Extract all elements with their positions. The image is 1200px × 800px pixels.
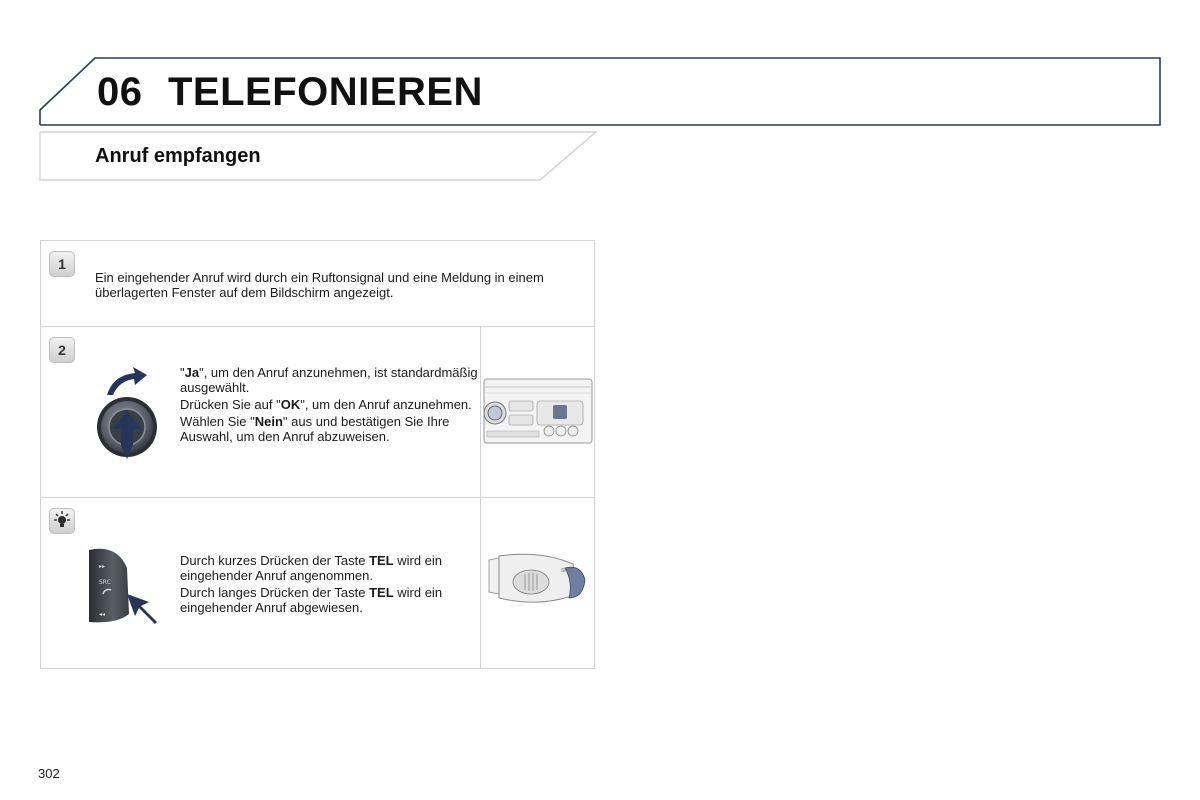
steering-stalk-illustration <box>480 498 594 668</box>
tip-paragraph-1: Durch kurzes Drücken der Taste TEL wird ein eingehender Anruf angenommen. <box>180 553 443 583</box>
step-badge-1: 1 <box>49 251 75 277</box>
section-header <box>0 128 620 188</box>
steering-control-tel-icon <box>87 544 161 626</box>
step-2-text <box>180 365 480 446</box>
step-2-paragraph-2: Drücken Sie auf "OK", um den Anruf anzunehmen. <box>180 397 472 412</box>
steering-stalk-icon <box>481 498 594 668</box>
svg-text:▸▸: ▸▸ <box>99 563 106 570</box>
step-1-row <box>41 241 594 327</box>
tip-text <box>180 553 480 617</box>
svg-text:SRC: SRC <box>561 568 571 574</box>
page-number: 302 <box>38 766 60 781</box>
step-2-paragraph-3: Wählen Sie "Nein" aus und bestätigen Sie Ihre Auswahl, um den Anruf abzuweisen. <box>180 414 450 444</box>
step-badge-2: 2 <box>49 337 75 363</box>
instruction-panel <box>40 240 595 669</box>
chapter-header <box>0 0 1200 140</box>
car-radio-icon <box>481 327 594 497</box>
section-header-frame <box>0 128 620 188</box>
lightbulb-icon <box>50 509 74 533</box>
step-2-paragraph-1: "Ja", um den Anruf anzunehmen, ist standardmäßig ausgewählt. <box>180 365 478 395</box>
chapter-number: 06 <box>97 70 143 114</box>
chapter-title: TELEFONIEREN <box>168 70 483 114</box>
tip-row <box>41 498 594 668</box>
svg-text:◂◂: ◂◂ <box>99 611 106 618</box>
step-1-text: Ein eingehender Anruf wird durch ein Ruftonsignal und eine Meldung in einem überlagerten Fenster auf dem Bildschirm angezeigt. <box>95 270 544 300</box>
tip-paragraph-2: Durch langes Drücken der Taste TEL wird ein eingehender Anruf abgewiesen. <box>180 585 443 615</box>
step-2-row <box>41 327 594 498</box>
tip-badge <box>49 508 75 534</box>
rotary-knob-press-icon <box>91 365 167 463</box>
section-title: Anruf empfangen <box>95 145 261 167</box>
svg-text:SRC: SRC <box>99 579 111 586</box>
radio-panel-illustration <box>480 327 594 497</box>
